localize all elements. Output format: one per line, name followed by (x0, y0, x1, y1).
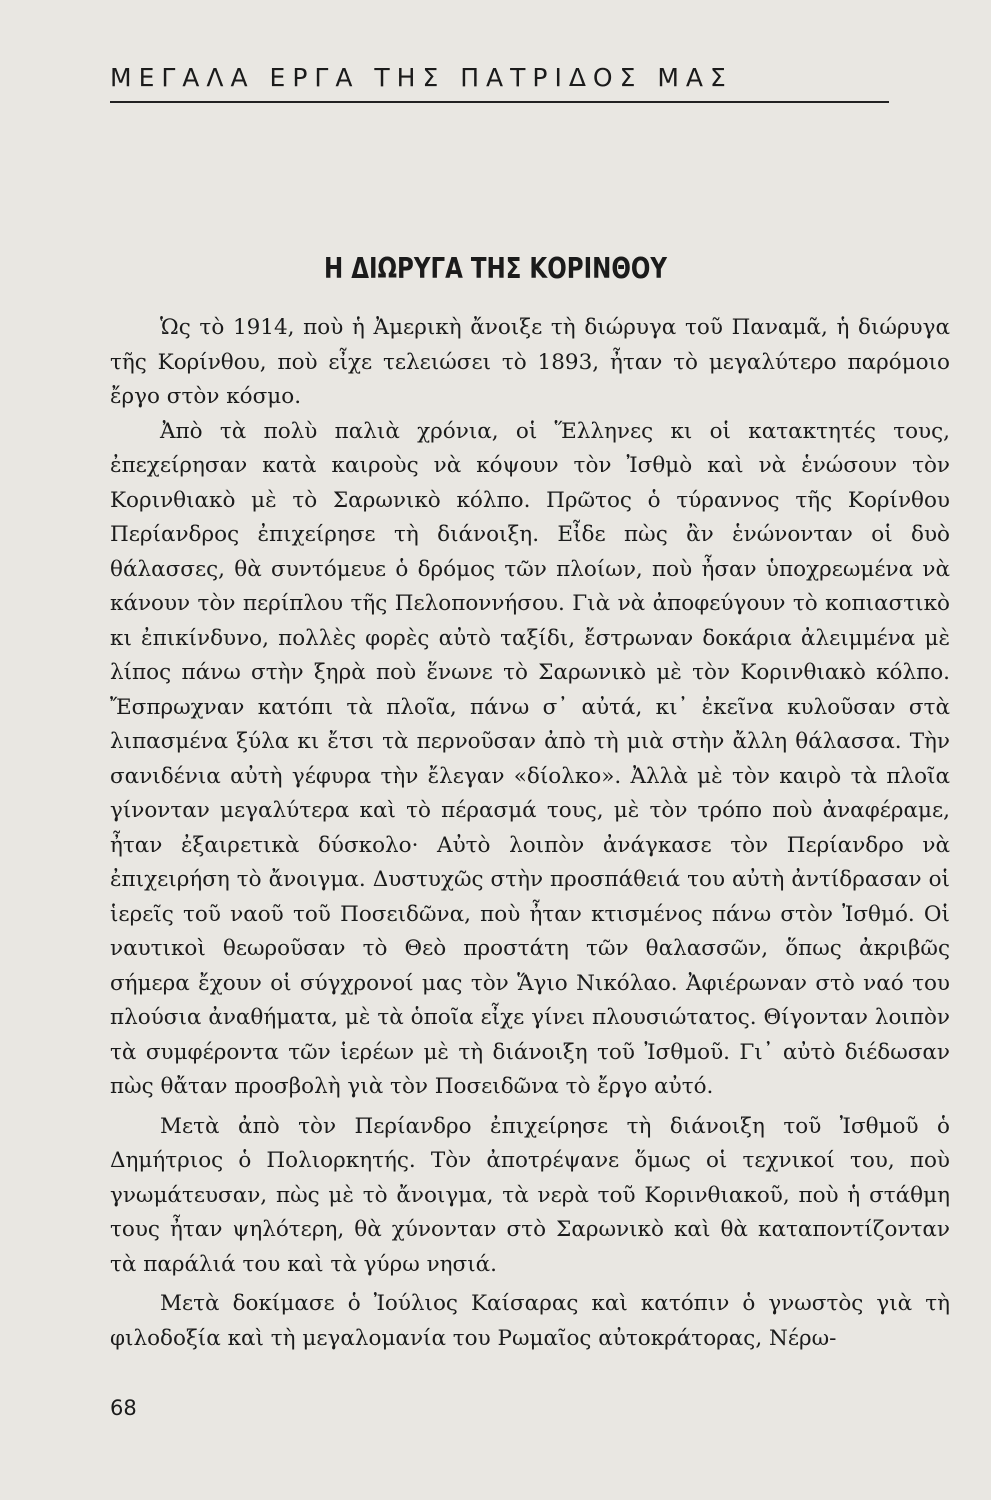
article-title: Η ΔΙΩΡΥΓΑ ΤΗΣ ΚΟΡΙΝΘΟΥ (323, 252, 667, 285)
running-header: ΜΕΓΑΛΑ ΕΡΓΑ ΤΗΣ ΠΑΤΡΙΔΟΣ ΜΑΣ (110, 63, 733, 92)
paragraph: Ὡς τὸ 1914, ποὺ ἡ Ἀμερικὴ ἄνοιξε τὴ διώρυγα τοῦ Παναμᾶ, ἡ διώρυγα τῆς Κορίνθου, ποὺ εἶχε τελειώσει τὸ 1893, ἦταν τὸ μεγαλύτερο παρόμοιο ἔργο στὸν κόσμο. (110, 315, 950, 409)
page-number: 68 (110, 1396, 137, 1420)
paragraph: Μετὰ δοκίμασε ὁ Ἰούλιος Καίσαρας καὶ κατόπιν ὁ γνωστὸς γιὰ τὴ φιλοδοξία καὶ τὴ μεγαλομανία του Ρωμαῖος αὐτοκράτορας, Νέρω- (110, 1291, 950, 1351)
header-rule (110, 101, 889, 103)
paragraph: Ἀπὸ τὰ πολὺ παλιὰ χρόνια, οἱ Ἕλληνες κι οἱ κατακτητές τους, ἐπεχείρησαν κατὰ καιροὺς νὰ κόψουν τὸν Ἰσθμὸ καὶ νὰ ἑνώσουν τὸν Κορινθιακὸ μὲ τὸ Σαρωνικὸ κόλπο. Πρῶτος ὁ τύραννος τῆς Κορίνθου Περίανδρος ἐπιχείρησε τὴ διάνοιξη. Εἶδε πὼς ἂν ἑνώνονταν οἱ δυὸ θάλασσες, θὰ συντόμευε ὁ δρόμος τῶν πλοίων, ποὺ ἦσαν ὑποχρεωμένα νὰ κάνουν τὸν περίπλου τῆς Πελοποννήσου. Γιὰ νὰ ἀποφεύγουν τὸ κοπιαστικὸ κι ἐπικίνδυνο, πολλὲς φορὲς αὐτὸ ταξίδι, ἔστρωναν δοκάρια ἀλειμμένα μὲ λίπος πάνω στὴν ξηρὰ ποὺ ἕνωνε τὸ Σαρωνικὸ μὲ τὸν Κορινθιακὸ κόλπο. Ἔσπρωχναν κατόπι τὰ πλοῖα, πάνω σ᾿ αὐτά, κι᾿ ἐκεῖνα κυλοῦσαν στὰ λιπασμένα ξύλα κι ἔτσι τὰ περνοῦσαν ἀπὸ τὴ μιὰ στὴν ἄλλη θάλασσα. Τὴν σανιδένια αὐτὴ γέφυρα τὴν ἔλεγαν «δίολκο». Ἀλλὰ μὲ τὸν καιρὸ τὰ πλοῖα γίνονταν μεγαλύτερα καὶ τὸ πέρασμά τους, μὲ τὸν τρόπο ποὺ ἀναφέραμε, ἦταν ἐξαιρετικὰ δύσκολο· Αὐτὸ λοιπὸν ἀνάγκασε τὸν Περίανδρο νὰ ἐπιχειρήση τὸ ἄνοιγμα. Δυστυχῶς στὴν προσπάθειά του αὐτὴ ἀντίδρασαν οἱ ἱερεῖς τοῦ ναοῦ τοῦ Ποσειδῶνα, ποὺ ἦταν κτισμένος πάνω στὸν Ἰσθμό. Οἱ ναυτικοὶ θεωροῦσαν τὸ Θεὸ προστάτη τῶν θαλασσῶν, ὅπως ἀκριβῶς σήμερα ἔχουν οἱ σύγχρονοί μας τὸν Ἅγιο Νικόλαο. Ἀφιέρωναν στὸ ναό του πλούσια ἀναθήματα, μὲ τὰ ὁποῖα εἶχε γίνει πλουσιώτατος. Θίγονταν λοιπὸν τὰ συμφέροντα τῶν ἱερέων μὲ τὴ διάνοιξη τοῦ Ἰσθμοῦ. Γι᾿ αὐτὸ διέδωσαν πὼς θἄταν προσβολὴ γιὰ τὸν Ποσειδῶνα τὸ ἔργο αὐτό. (110, 418, 950, 1099)
paragraph: Μετὰ ἀπὸ τὸν Περίανδρο ἐπιχείρησε τὴ διάνοιξη τοῦ Ἰσθμοῦ ὁ Δημήτριος ὁ Πολιορκητής. Τὸν ἀποτρέψανε ὅμως οἱ τεχνικοί του, ποὺ γνωμάτευσαν, πὼς μὲ τὸ ἄνοιγμα, τὰ νερὰ τοῦ Κορινθιακοῦ, ποὺ ἡ στάθμη τους ἦταν ψηλότερη, θὰ χύνονταν στὸ Σαρωνικὸ καὶ θὰ καταποντίζονταν τὰ παράλιά του καὶ τὰ γύρω νησιά. (110, 1113, 950, 1277)
article-body (110, 311, 950, 1356)
